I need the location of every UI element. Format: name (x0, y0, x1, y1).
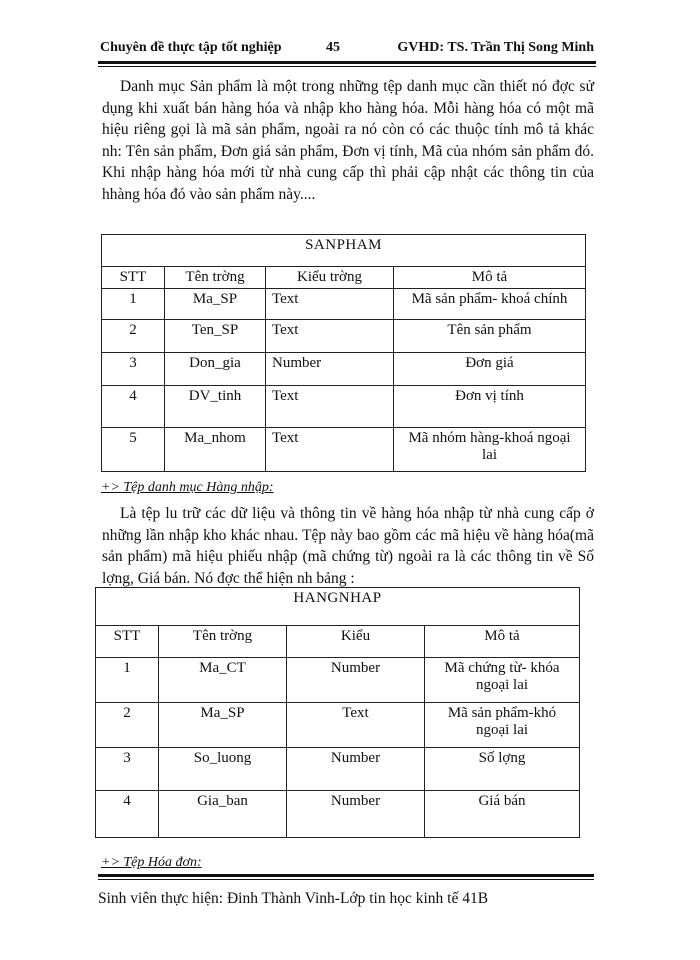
cell: Mã sản phẩm-khó ngoại lai (425, 703, 580, 748)
header-supervisor: GVHD: TS. Trần Thị Song Minh (397, 40, 594, 55)
footer-rule-thin (98, 879, 594, 880)
cell: 4 (96, 791, 159, 838)
sanpham-table (101, 234, 586, 472)
cell: Ma_nhom (165, 428, 266, 472)
cell: Mã nhóm hàng-khoá ngoại lai (394, 428, 586, 472)
cell: Gia_ban (159, 791, 287, 838)
cell: Mã chứng từ- khóa ngoại lai (425, 658, 580, 703)
header-rule-thin (98, 66, 596, 67)
col-header: STT (102, 267, 165, 289)
cell: Ma_SP (159, 703, 287, 748)
section-hoadon-heading: +> Tệp Hóa đơn: (101, 855, 202, 870)
cell: Text (266, 386, 394, 428)
section-hangnhap-heading: +> Tệp danh mục Hàng nhập: (101, 480, 274, 495)
cell: Đơn vị tính (394, 386, 586, 428)
table-row (96, 748, 580, 791)
page-number: 45 (326, 40, 340, 55)
table-row (96, 703, 580, 748)
table-row (96, 791, 580, 838)
cell: Tên sản phẩm (394, 320, 586, 353)
cell: 2 (96, 703, 159, 748)
col-header: Tên trờng (165, 267, 266, 289)
col-header: Tên trờng (159, 626, 287, 658)
cell: Text (287, 703, 425, 748)
cell: 2 (102, 320, 165, 353)
cell: Giá bán (425, 791, 580, 838)
header-title: Chuyên đề thực tập tốt nghiệp (100, 40, 282, 55)
col-header: Kiểu trờng (266, 267, 394, 289)
table-row (102, 289, 586, 320)
cell: Text (266, 289, 394, 320)
cell: Ten_SP (165, 320, 266, 353)
hangnhap-paragraph: Là tệp lu trữ các dữ liệu và thông tin về hàng hóa nhập từ nhà cung cấp ở những lần nhập kho khác nhau. Tệp này bao gồm các mã hiệu về hàng hóa(mã sản phẩm) mã hiệu phiếu nhập (mã chứng từ) ngoài ra là các thông tin về Số lợng, Giá bán. Nó đợc thể hiện nh bảng : (102, 505, 594, 587)
col-header: Kiểu (287, 626, 425, 658)
cell: 1 (102, 289, 165, 320)
cell: Text (266, 428, 394, 472)
cell: 1 (96, 658, 159, 703)
cell: Number (266, 353, 394, 386)
cell: Number (287, 791, 425, 838)
cell: Ma_SP (165, 289, 266, 320)
table-title: HANGNHAP (96, 588, 580, 626)
cell: DV_tinh (165, 386, 266, 428)
cell: Mã sản phẩm- khoá chính (394, 289, 586, 320)
cell: 3 (96, 748, 159, 791)
table-title: SANPHAM (102, 235, 586, 267)
table-row (102, 353, 586, 386)
col-header: Mô tả (425, 626, 580, 658)
cell: 5 (102, 428, 165, 472)
col-header: Mô tả (394, 267, 586, 289)
page-header (100, 40, 594, 60)
table-row (96, 658, 580, 703)
footer-rule (98, 874, 594, 877)
cell: Number (287, 658, 425, 703)
col-header: STT (96, 626, 159, 658)
cell: Don_gia (165, 353, 266, 386)
cell: Số lợng (425, 748, 580, 791)
table-row (102, 320, 586, 353)
hangnhap-table (95, 587, 580, 838)
header-rule (98, 61, 596, 64)
cell: Ma_CT (159, 658, 287, 703)
cell: Number (287, 748, 425, 791)
table-row (102, 428, 586, 472)
cell: Đơn giá (394, 353, 586, 386)
cell: So_luong (159, 748, 287, 791)
cell: Text (266, 320, 394, 353)
intro-paragraph: Danh mục Sản phẩm là một trong những tệp danh mục cần thiết nó đợc sử dụng khi xuất bán hàng hóa và nhập kho hàng hóa. Mỗi hàng hóa có một mã hiệu riêng gọi là mã sản phẩm, ngoài ra nó còn có các thuộc tính mô tả khác nh: Tên sản phẩm, Đơn giá sản phẩm, Đơn vị tính, Mã của nhóm sản phẩm đó. Khi nhập hàng hóa mới từ nhà cung cấp thì phải cập nhật các thông tin của hhàng hóa đó vào sản phẩm này.... (102, 78, 594, 203)
table-row (102, 386, 586, 428)
cell: 3 (102, 353, 165, 386)
page-footer: Sinh viên thực hiện: Đinh Thành Vinh-Lớp tin học kinh tế 41B (98, 890, 489, 907)
cell: 4 (102, 386, 165, 428)
